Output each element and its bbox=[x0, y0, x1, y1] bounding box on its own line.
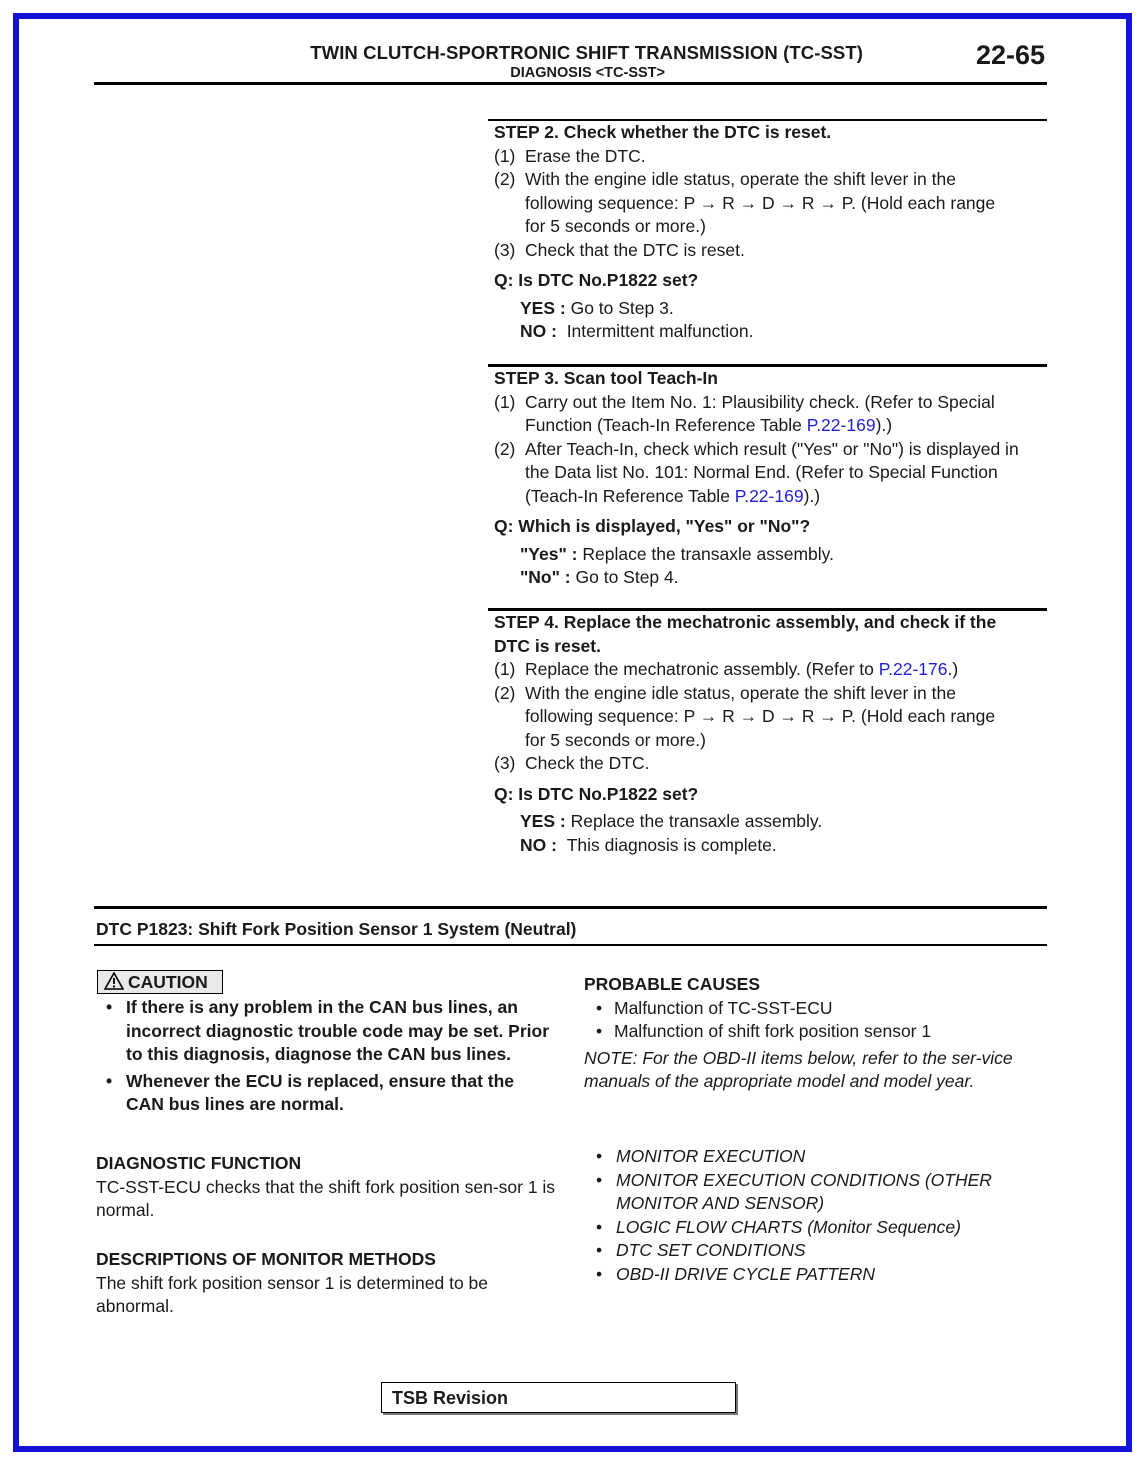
probable-causes-section bbox=[584, 973, 1044, 1094]
step2-item-2: (2) With the engine idle status, operate the shift lever in the following sequence: P → R → D → R → P. (Hold each range for 5 seconds or more.) bbox=[494, 169, 996, 236]
obd-note: NOTE: For the OBD-II items below, refer to the ser-vice manuals of the appropriate model and model year. bbox=[584, 1047, 1013, 1091]
link-p22-169[interactable]: P.22-169 bbox=[806, 415, 876, 435]
dtc-top-rule bbox=[94, 906, 1047, 909]
caution-bullets bbox=[106, 996, 556, 1120]
obd-item-1: • MONITOR EXECUTION bbox=[596, 1146, 806, 1166]
obd-item-4: • DTC SET CONDITIONS bbox=[596, 1240, 806, 1260]
monitor-methods-text: The shift fork position sensor 1 is determined to be abnormal. bbox=[96, 1272, 489, 1316]
link-p22-169-b[interactable]: P.22-169 bbox=[734, 485, 804, 506]
step4-item-2: (2) With the engine idle status, operate the shift lever in the following sequence: P → R → D → R → P. (Hold each range for 5 seconds or more.) bbox=[494, 682, 996, 750]
step2-question: Q: Is DTC No.P1822 set? bbox=[494, 270, 699, 290]
obd-item-5: • OBD-II DRIVE CYCLE PATTERN bbox=[596, 1263, 875, 1284]
step4-answer-yes: YES : Replace the transaxle assembly. bbox=[520, 811, 823, 831]
step2-answer-yes: YES : Go to Step 3. bbox=[520, 297, 674, 318]
dtc-bottom-rule bbox=[94, 944, 1047, 946]
header-title: TWIN CLUTCH-SPORTRONIC SHIFT TRANSMISSION (TC-SST) bbox=[310, 42, 863, 63]
obd-item-3: • LOGIC FLOW CHARTS (Monitor Sequence) bbox=[596, 1216, 961, 1237]
tsb-revision-box: TSB Revision bbox=[381, 1382, 736, 1413]
diagnostic-function-text: TC-SST-ECU checks that the shift fork position sen-sor 1 is normal. bbox=[96, 1176, 556, 1220]
step3-answer-yes: "Yes" : Replace the transaxle assembly. bbox=[520, 543, 834, 564]
caution-bullet-2: • Whenever the ECU is replaced, ensure that the CAN bus lines are normal. bbox=[106, 1070, 515, 1114]
step3-item-1: (1) Carry out the Item No. 1: Plausibility check. (Refer to Special Function (Teach-In Reference Table P.22-169).) bbox=[494, 391, 995, 435]
obd-item-2: • MONITOR EXECUTION CONDITIONS (OTHER MONITOR AND SENSOR) bbox=[596, 1169, 992, 1213]
monitor-methods-section bbox=[96, 1248, 556, 1319]
step4-question: Q: Is DTC No.P1822 set? bbox=[494, 783, 699, 804]
step4-item-1: (1) Replace the mechatronic assembly. (Refer to P.22-176.) bbox=[494, 659, 959, 679]
header-rule bbox=[94, 82, 1047, 85]
page-number: 22-65 bbox=[975, 40, 1045, 70]
diagnostic-function-section bbox=[96, 1152, 556, 1223]
probable-cause-2: • Malfunction of shift fork position sensor 1 bbox=[596, 1021, 932, 1041]
dtc-title: DTC P1823: Shift Fork Position Sensor 1 System (Neutral) bbox=[96, 919, 577, 939]
step3-block bbox=[494, 367, 1034, 590]
step4-heading: STEP 4. Replace the mechatronic assembly, and check if the DTC is reset. bbox=[494, 612, 997, 656]
caution-label-box bbox=[97, 970, 223, 994]
diagnostic-function-heading: DIAGNOSTIC FUNCTION bbox=[96, 1153, 302, 1173]
step2-answer-no: NO : Intermittent malfunction. bbox=[520, 321, 754, 341]
step4-item-3: (3) Check the DTC. bbox=[494, 753, 650, 773]
step2-item-3: (3) Check that the DTC is reset. bbox=[494, 239, 745, 260]
header-subtitle: DIAGNOSIS <TC-SST> bbox=[510, 65, 665, 81]
probable-causes-heading: PROBABLE CAUSES bbox=[584, 974, 760, 994]
step2-block bbox=[494, 121, 1034, 344]
link-p22-176[interactable]: P.22-176 bbox=[878, 659, 948, 679]
step3-heading: STEP 3. Scan tool Teach-In bbox=[494, 368, 718, 388]
step3-item-2: (2) After Teach-In, check which result ("Yes" or "No") is displayed in the Data list No. 101: Normal End. (Refer to Special Function (Teach-In Reference Table P.22-169).) bbox=[494, 438, 1019, 506]
step2-heading: STEP 2. Check whether the DTC is reset. bbox=[494, 122, 832, 142]
step4-answer-no: NO : This diagnosis is complete. bbox=[520, 834, 777, 855]
probable-cause-1: • Malfunction of TC-SST-ECU bbox=[596, 997, 833, 1018]
step4-block bbox=[494, 611, 1034, 857]
step2-item-1: (1) Erase the DTC. bbox=[494, 145, 646, 166]
step3-answer-no: "No" : Go to Step 4. bbox=[520, 567, 679, 587]
obd-items-list bbox=[594, 1145, 1054, 1286]
monitor-methods-heading: DESCRIPTIONS OF MONITOR METHODS bbox=[96, 1249, 436, 1269]
caution-bullet-1: • If there is any problem in the CAN bus lines, an incorrect diagnostic trouble code may be set. Prior to this diagnosis, diagnose the CAN bus lines. bbox=[106, 997, 550, 1064]
caution-label: CAUTION bbox=[128, 972, 208, 992]
step3-question: Q: Which is displayed, "Yes" or "No"? bbox=[494, 516, 811, 536]
warning-triangle-icon bbox=[104, 971, 124, 993]
